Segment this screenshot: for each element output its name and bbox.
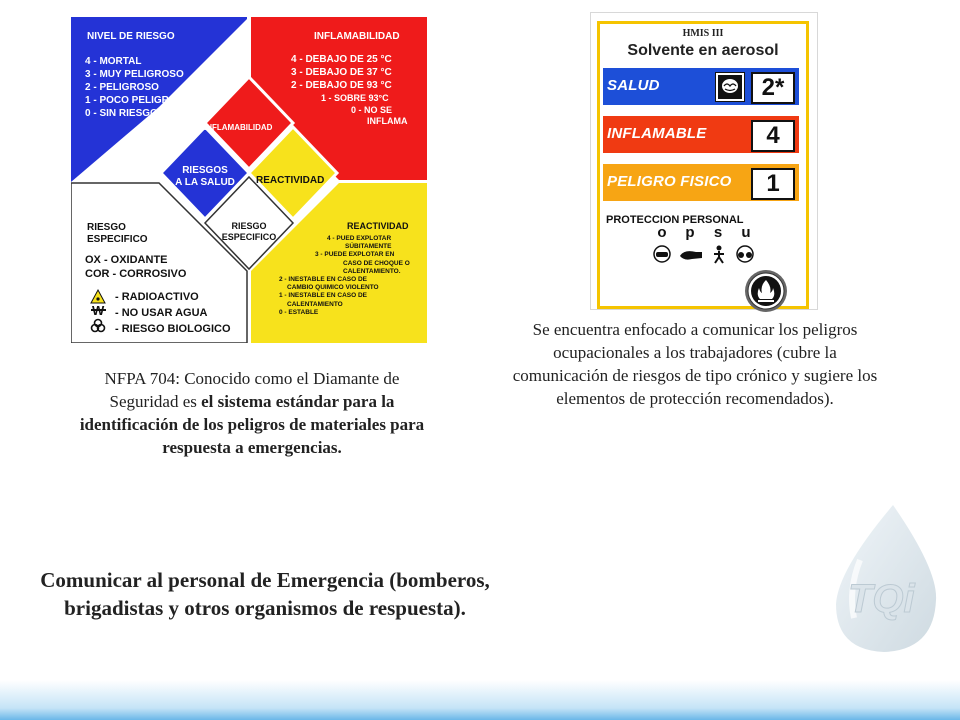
main-caption: Comunicar al personal de Emergencia (bomberos, brigadistas y otros organismos de respuesta). bbox=[40, 568, 490, 620]
nivel-title: NIVEL DE RIESGO bbox=[87, 31, 175, 42]
hmis-row-label: SALUD bbox=[607, 77, 660, 94]
inflam-title: INFLAMABILIDAD bbox=[314, 31, 400, 42]
react-list bbox=[279, 235, 410, 317]
react-item: CAMBIO QUIMICO VIOLENTO bbox=[287, 284, 379, 292]
react-item: 4 - PUED EXPLOTAR bbox=[327, 235, 392, 242]
react-title: REACTIVIDAD bbox=[347, 221, 409, 231]
ppe-letter: s bbox=[713, 224, 723, 241]
nfpa-diamond-image bbox=[71, 17, 427, 343]
ppe-letter: o bbox=[657, 224, 667, 241]
hmis-title: HMIS III bbox=[682, 28, 724, 39]
hmis-row-salud bbox=[603, 68, 799, 105]
nivel-item: 2 - PELIGROSO bbox=[85, 82, 159, 93]
esp-item: - RADIOACTIVO bbox=[115, 291, 199, 303]
no-water-icon bbox=[91, 303, 106, 318]
respirator-icon bbox=[737, 246, 753, 262]
glove-icon bbox=[680, 251, 702, 259]
inflam-item: 0 - NO SE bbox=[351, 105, 393, 115]
hmis-ppe-letters bbox=[648, 224, 760, 241]
nivel-item: 1 - POCO PELIGROSO bbox=[85, 95, 192, 106]
esp-title-line: RIESGO bbox=[87, 222, 126, 233]
svg-text:W: W bbox=[92, 303, 105, 318]
react-item: CALENTAMIENTO bbox=[287, 300, 343, 308]
hmis-label-card bbox=[597, 21, 809, 309]
ppe-letter: p bbox=[685, 224, 695, 241]
hmis-row-label: PELIGRO FISICO bbox=[607, 173, 732, 190]
center-esp-label bbox=[217, 221, 281, 243]
react-item: 2 - INESTABLE EN CASO DE bbox=[279, 276, 368, 284]
hmis-row-value: 2* bbox=[751, 72, 795, 104]
hmis-label-image bbox=[590, 12, 818, 310]
esp-list-top bbox=[85, 253, 186, 281]
tqi-logo-drop bbox=[818, 500, 948, 660]
hmis-caption: Se encuentra enfocado a comunicar los peligros ocupacionales a los trabajadores (cubre la comunicación de riesgos de tipo crónico y sugiere los elementos de protección recomendados). bbox=[512, 320, 878, 408]
nfpa-caption-bold: el sistema estándar para la identificación de los peligros de materiales para respuesta a emergencias. bbox=[79, 392, 425, 457]
hmis-ppe-title: PROTECCION PERSONAL bbox=[606, 214, 744, 226]
goggles-icon bbox=[654, 246, 670, 262]
react-item: 1 - INESTABLE EN CASO DE bbox=[279, 292, 368, 300]
react-item: CASO DE CHOQUE O bbox=[343, 259, 410, 267]
inflam-item: 2 - DEBAJO DE 93 °C bbox=[291, 80, 392, 91]
center-react-label: REACTIVIDAD bbox=[256, 175, 325, 186]
react-item: CALENTAMIENTO. bbox=[343, 267, 401, 275]
center-inflam-label: INFLAMABILIDAD bbox=[204, 123, 273, 132]
react-item: 0 - ESTABLE bbox=[279, 308, 319, 316]
tqi-logo-text: TQi bbox=[848, 577, 915, 621]
inflam-item: 4 - DEBAJO DE 25 °C bbox=[291, 54, 392, 65]
esp-title bbox=[87, 222, 148, 246]
tqi-logo bbox=[818, 500, 948, 660]
react-item: 3 - PUEDE EXPLOTAR EN bbox=[315, 251, 395, 259]
inflam-item: 3 - DEBAJO DE 37 °C bbox=[291, 67, 392, 78]
nfpa-caption-plain: NFPA 704: Conocido como el Diamante de Seguridad es bbox=[104, 369, 400, 411]
brain-icon bbox=[715, 72, 745, 102]
esp-item: - NO USAR AGUA bbox=[115, 307, 208, 319]
react-item: SÚBITAMENTE bbox=[345, 243, 392, 251]
ppe-icons bbox=[652, 244, 792, 264]
hmis-row-value: 1 bbox=[751, 168, 795, 200]
hmis-row-peligro-fisico bbox=[603, 164, 799, 201]
esp-item: COR - CORROSIVO bbox=[85, 268, 187, 280]
nivel-list bbox=[85, 55, 191, 120]
hmis-subtitle: Solvente en aerosol bbox=[627, 42, 779, 59]
esp-list-icons bbox=[115, 289, 231, 337]
nivel-item: 0 - SIN RIESGO bbox=[85, 108, 158, 119]
hmis-row-inflamable bbox=[603, 116, 799, 153]
esp-item: OX - OXIDANTE bbox=[85, 254, 168, 266]
esp-item: - RIESGO BIOLOGICO bbox=[115, 323, 231, 335]
esp-title-line: ESPECIFICO bbox=[87, 234, 148, 245]
center-esp-line: ESPECIFICO bbox=[221, 232, 277, 242]
center-esp-line: RIESGO bbox=[231, 221, 267, 231]
center-salud-label bbox=[175, 165, 235, 189]
nivel-item: 3 - MUY PELIGROSO bbox=[85, 69, 184, 80]
inflam-item: 1 - SOBRE 93°C bbox=[321, 93, 389, 103]
ppe-letter: u bbox=[741, 224, 751, 241]
hmis-row-label: INFLAMABLE bbox=[607, 125, 707, 142]
hmis-row-value: 4 bbox=[751, 120, 795, 152]
inflam-list bbox=[291, 53, 408, 127]
nfpa-caption bbox=[78, 367, 426, 459]
nivel-item: 4 - MORTAL bbox=[85, 56, 142, 67]
person-icon bbox=[714, 246, 724, 264]
center-salud-line: A LA SALUD bbox=[175, 177, 235, 188]
fire-icon bbox=[745, 270, 787, 312]
inflam-item: INFLAMA bbox=[367, 116, 408, 126]
bottom-glow bbox=[0, 680, 960, 720]
center-salud-line: RIESGOS bbox=[182, 165, 228, 176]
